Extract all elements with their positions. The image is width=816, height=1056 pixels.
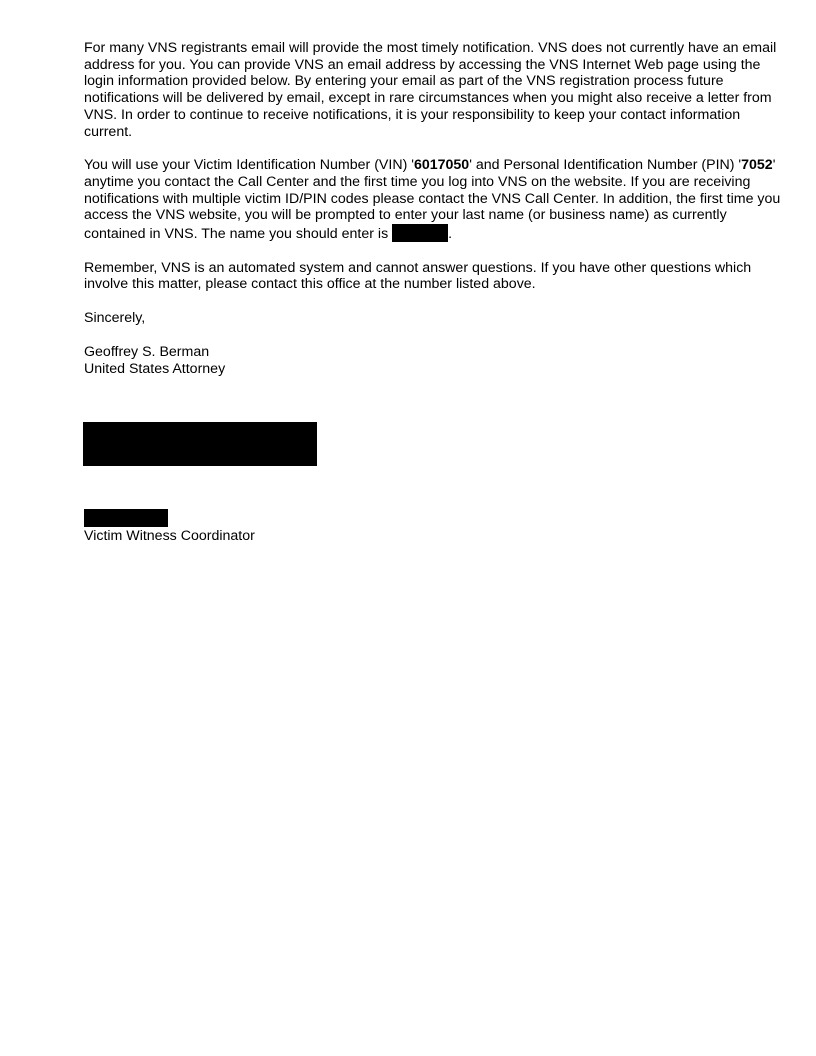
redacted-signature [83, 422, 317, 466]
email-paragraph: For many VNS registrants email will provide the most timely notification. VNS does not currently have an email address for you. You can provide VNS an email address by accessing the VNS Internet Web page using the login information provided below. By entering your email as part of the VNS registration process future notifications will be delivered by email, except in rare circumstances when you might also receive a letter from VNS. In order to continue to receive notifications, it is your responsibility to keep your contact information current. [84, 40, 777, 140]
pin-number: 7052 [741, 157, 773, 174]
vin-number: 6017050 [413, 157, 470, 174]
closing: Sincerely, [84, 310, 146, 327]
pin-rest-text: ' anytime you contact the Call Center and the first time you log into VNS on the website. If you are receiving notifications with multiple victim ID/PIN codes please contact the VNS Call Center. In addition, the first time you access the VNS website, you will be prompted to enter your last name (or business name) as currently contained in VNS. The name you should enter is [84, 157, 781, 243]
name-end-punct: . [448, 226, 453, 243]
signer-title: United States Attorney [84, 360, 226, 377]
pin-intro-text: ' and Personal Identification Number (PIN) ' [469, 157, 742, 174]
coordinator-title: Victim Witness Coordinator [84, 528, 255, 544]
letter-body [84, 40, 784, 377]
signer-name: Geoffrey S. Berman [84, 343, 210, 360]
redacted-coordinator-name [84, 509, 168, 527]
remember-paragraph: Remember, VNS is an automated system and cannot answer questions. If you have other questions which involve this matter, please contact this office at the number listed above. [84, 259, 752, 293]
redacted-name [392, 224, 448, 242]
vin-intro-text: You will use your Victim Identification Number (VIN) ' [84, 157, 414, 174]
vin-pin-paragraph [84, 157, 784, 243]
